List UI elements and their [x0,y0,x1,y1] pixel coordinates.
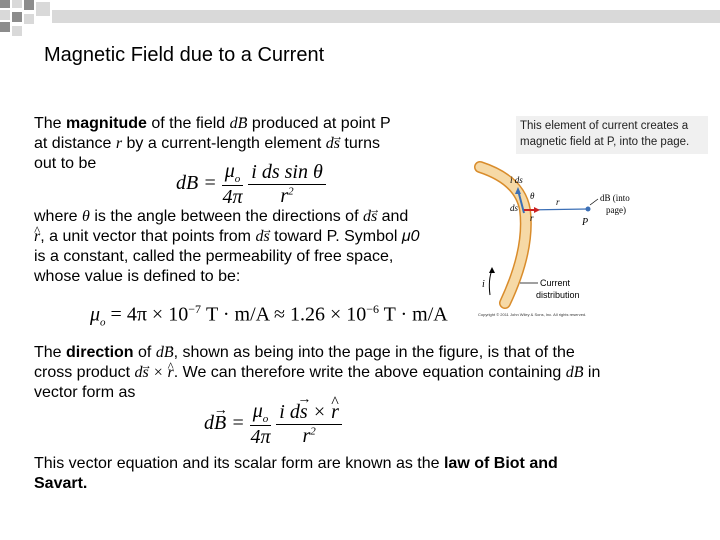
symbol-theta: θ [82,208,90,225]
text: of the field [146,115,230,132]
text: vector form as [34,384,136,401]
bold-term: Savart. [34,475,88,492]
exponent: 2 [288,185,294,198]
symbol-r: r [115,135,123,152]
label-i-ds: i ds [510,175,523,185]
eq-den: r [302,425,311,447]
label-page: page) [606,205,626,215]
text: , a unit vector that points from [40,228,256,245]
label-db: dB (into [600,193,630,203]
label-r-hat: r [530,213,534,223]
exponent: 2 [310,425,316,438]
label-distribution: distribution [536,290,580,300]
unit: T · m [200,303,251,326]
symbol-mu0: μ0 [401,228,420,245]
text: by a current-length element [122,135,326,152]
eq-den: 4π [250,426,271,448]
text: cross product [34,364,135,381]
text: where [34,208,83,225]
db-leader [590,199,598,205]
text: This vector equation and its scalar form are known as the [34,455,444,472]
header-decoration [0,0,720,40]
text: whose value is defined to be: [34,268,241,285]
label-ds: ds [510,203,519,213]
bold-term: direction [66,344,134,361]
unit: T · m [379,303,428,326]
bold-term: law of Biot and [443,455,558,472]
eq-value: = 4π × 10 [110,303,189,326]
equation-vector: d→ B = $\frac{\mu_o}{4\pi}$ $\frac{\text{i d→ s × \textasciicircum{} r}}{r^2}$ [204,400,342,449]
label-r: r [556,197,560,207]
text: The [34,115,67,132]
equation-mu0: $\mu_o = 4\pi \times 10^{-7}$ $T \cdot m/A \approx 1.26 \times 10^{-6}$ T · m/A [90,302,448,329]
equation-scalar [176,160,326,209]
text: . We can therefore write the above equation containing [173,364,566,381]
paragraph-magnitude: The magnitude of the field d→ B produced at point P at distance r by a current-length element d→ s turns out to be [34,114,474,174]
label-i: i [482,279,485,290]
label-current: Current [540,278,571,288]
biot-savart-figure [470,155,710,315]
figure-copyright: Copyright © 2011 John Wiley & Sons, Inc. All rights reserved. [478,312,587,317]
symbol-r-hat: ^ r [34,227,40,247]
current-arrow [489,270,492,295]
text: in [583,364,601,381]
text: and [377,208,409,225]
current-arrowhead [489,267,495,273]
text: toward P. Symbol [269,228,402,245]
point-p [586,207,591,212]
paragraph-biot-savart [34,454,694,494]
text: is a constant, called the permeability of free space, [34,248,394,265]
label-p: P [582,217,589,228]
text: turns [339,135,380,152]
figure-caption: This element of current creates a magnetic field at P, into the page. [516,116,708,154]
label-theta: θ [530,191,535,201]
unit: A [433,303,448,326]
unit: A ≈ 1.26 × 10 [255,303,367,326]
exponent: −7 [188,302,201,316]
text: at distance [34,135,116,152]
exponent: −6 [366,302,380,316]
subscript: o [234,173,241,185]
text: out to be [34,155,97,172]
paragraph-where: where θ is the angle between the directions of d→ s and ^ r, a unit vector that points from d→ s toward P. Symbol μ0 is a constant, called the permeability of free space, whose value is defined to be: [34,207,474,287]
paragraph-direction: The direction of d→ B, shown as being into the page in the figure, is that of the cross product d→ s × ^ r. We can therefore write the above equation containing d→ B in vector form as [34,343,694,403]
eq-lhs: dB = [176,172,217,195]
bold-term: magnitude [66,115,147,132]
slide-title: Magnetic Field due to a Current [44,44,325,66]
text: is the angle between the directions of [89,208,363,225]
text: The [34,344,67,361]
text: of [133,344,156,361]
r-hat-arrowhead [534,207,540,213]
eq-den: r [280,185,289,207]
eq-num: i ds sin θ [248,161,326,185]
text: , shown as being into the page in the figure, is that of the [173,344,575,361]
mu-symbol: μ [224,160,235,182]
eq-den: 4π [222,186,243,208]
text: produced at point P [247,115,391,132]
